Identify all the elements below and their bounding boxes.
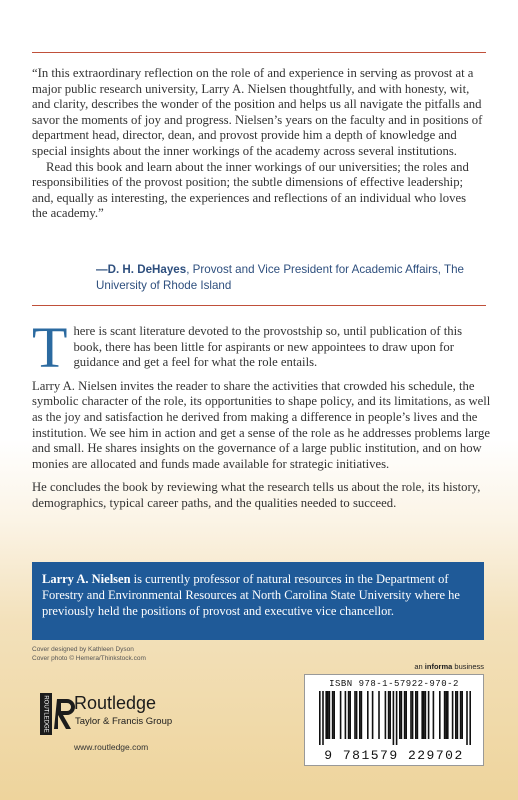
quote-paragraph-1: “In this extraordinary reflection on the role of and experience in serving as provost at a major public research university, Larry A. Nielsen thoughtfully, and with honesty, wit, and clarity, describes the wonder of the position and helps us all navigate the pitfalls and savor the moments of joy and progress. Nielsen’s years on the faculty and in positions of department head, director, dean, and provost provide him a depth of knowledge and special insights about the inner workings of the academy across several institutions. xyxy=(32,66,483,158)
barcode-bar xyxy=(469,691,471,745)
informa-brand: informa xyxy=(424,662,453,671)
informa-business-label xyxy=(414,662,484,671)
drop-cap: T xyxy=(32,315,68,380)
barcode-bar xyxy=(332,691,334,739)
barcode-bar xyxy=(433,691,435,739)
barcode-bar xyxy=(356,691,358,739)
attribution-title: , Provost and Vice President for Academic Affairs, The University of Rhode Island xyxy=(96,263,464,292)
barcode-digits: 9 781579 229702 xyxy=(324,748,464,763)
middle-rule xyxy=(32,305,486,306)
cover-credits xyxy=(32,645,146,663)
author-name: Larry A. Nielsen xyxy=(42,572,131,586)
barcode-bar xyxy=(461,691,463,739)
barcode-bar xyxy=(401,691,403,739)
barcode-bar xyxy=(345,691,347,739)
description-paragraph-3: He concludes the book by reviewing what the research tells us about the role, its history, demographics, typical career paths, and the qualities needed to succeed. xyxy=(32,480,481,510)
barcode-bar xyxy=(349,691,351,739)
barcode-bar xyxy=(372,691,374,739)
barcode-bar xyxy=(423,691,425,739)
publisher-group: Taylor & Francis Group xyxy=(75,716,173,727)
description-paragraph-1-text: here is scant literature devoted to the provostship so, until publication of this book, there has been little for aspirants or new appointees to draw upon for guidance and get a feel for what the role entails. xyxy=(73,324,463,370)
endorsement-quote xyxy=(32,66,484,222)
author-bio-text: is currently professor of natural resources in the Department of Forestry and Environmental Resources at North Carolina State University where he previously held the positions of provost and executive vice chancellor. xyxy=(42,572,460,618)
barcode-bar xyxy=(421,691,423,739)
isbn-text: ISBN 978-1-57922-970-2 xyxy=(329,679,459,689)
barcode-bar xyxy=(405,691,407,739)
description-paragraph-2: Larry A. Nielsen invites the reader to share the activities that crowded his schedule, the symbolic character of the role, its opportunities to shape policy, and its limitations, as well as the joy and satisfaction he derived from making a difference in people’s lives and the institution. We see him in action and get a sense of the role as he addresses problems large and small. He shares insights on the governance of a large public institution, and on how monies are allocated and funds made available for strategic initiatives. xyxy=(32,378,491,471)
barcode-bar xyxy=(457,691,459,739)
barcode-bar xyxy=(333,691,335,739)
cover-photo-credit: Cover photo © Hemera/Thinkstock.com xyxy=(32,655,146,662)
barcode-bar xyxy=(396,691,398,745)
barcode-bars xyxy=(310,691,480,745)
barcode-bar xyxy=(378,691,380,739)
publisher-name: Routledge xyxy=(74,693,157,713)
barcode-bar xyxy=(329,691,331,739)
barcode-bar xyxy=(466,691,468,745)
barcode-bar xyxy=(388,691,390,739)
barcode-bar xyxy=(354,691,356,739)
barcode-bar xyxy=(393,691,395,745)
barcode-bar xyxy=(399,691,401,739)
barcode-bar xyxy=(415,691,417,739)
barcode-bar xyxy=(361,691,363,739)
barcode-bar xyxy=(367,691,369,739)
author-bio-box xyxy=(32,562,484,640)
barcode-bar xyxy=(325,691,327,739)
book-description xyxy=(32,315,492,512)
informa-suffix: business xyxy=(452,662,484,671)
quote-attribution xyxy=(96,262,496,294)
description-paragraph-1 xyxy=(32,315,492,380)
publisher-url: www.routledge.com xyxy=(74,742,149,752)
cover-designer-credit: Cover designed by Kathleen Dyson xyxy=(32,646,134,653)
barcode-bar xyxy=(428,691,430,739)
quote-paragraph-2: Read this book and learn about the inner workings of our universities; the roles and responsibilities of the provost position; the subtle dimensions of effective leadership; and, equally as interesting, the experiences and reflections of an individual who loves the academy.” xyxy=(32,159,469,221)
barcode-bar xyxy=(327,691,329,739)
barcode-bar xyxy=(319,691,321,745)
barcode-bar xyxy=(452,691,454,739)
barcode-bar xyxy=(385,691,387,739)
barcode-bar xyxy=(410,691,412,739)
routledge-logo xyxy=(40,693,190,742)
barcode-bar xyxy=(460,691,462,739)
barcode-bar xyxy=(359,691,361,739)
barcode-bar xyxy=(445,691,447,739)
barcode-bar xyxy=(417,691,419,739)
attribution-name: —D. H. DeHayes xyxy=(96,263,187,276)
isbn-barcode xyxy=(304,674,484,766)
barcode-bar xyxy=(340,691,342,739)
barcode-bar xyxy=(444,691,446,739)
barcode-bar xyxy=(348,691,350,739)
routledge-vertical-label: ROUTLEDGE xyxy=(42,695,49,733)
barcode-bar xyxy=(439,691,441,739)
barcode-bar xyxy=(412,691,414,739)
barcode-bar xyxy=(389,691,391,739)
top-rule xyxy=(32,52,486,53)
barcode-bar xyxy=(404,691,406,739)
barcode-bar xyxy=(322,691,324,745)
informa-prefix: an xyxy=(414,662,425,671)
barcode-bar xyxy=(455,691,457,739)
barcode-bar xyxy=(425,691,427,739)
barcode-bar xyxy=(447,691,449,739)
